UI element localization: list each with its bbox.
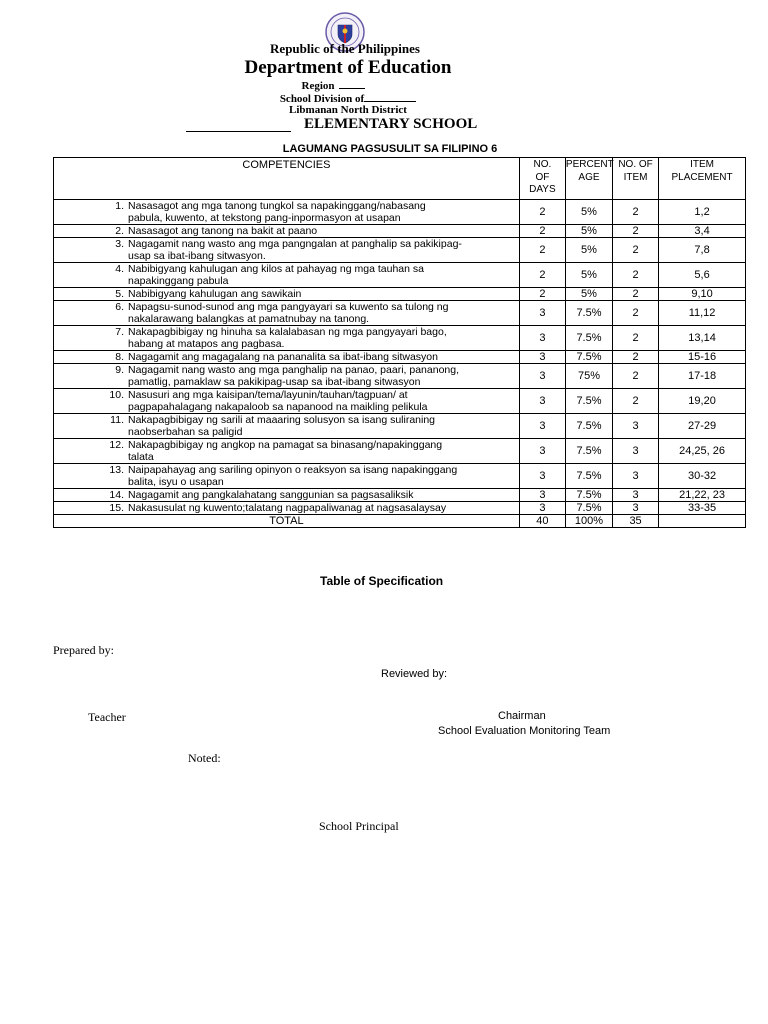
competency-line: Nagagamit ang pangkalahatang sanggunian sa pagsasaliksik (128, 489, 414, 501)
items-cell: 3 (613, 502, 659, 515)
days-cell: 3 (519, 502, 565, 515)
chairman-label: Chairman (498, 710, 546, 722)
competency-text (128, 351, 519, 363)
percent-cell: 7.5% (565, 389, 612, 414)
department-heading: Department of Education (244, 57, 452, 78)
competency-number: 3. (115, 238, 124, 250)
competency-text (128, 439, 519, 463)
competency-line: Nakasusulat ng kuwento;talatang nagpapaliwanag at nagsasalaysay (128, 502, 447, 514)
items-cell: 2 (613, 200, 659, 225)
col-days: NO. OF DAYS (519, 158, 565, 200)
district-line: Libmanan North District (289, 104, 407, 116)
competency-number: 10. (109, 389, 124, 401)
days-cell: 2 (519, 225, 565, 238)
total-days: 40 (519, 515, 565, 528)
percent-cell: 7.5% (565, 351, 612, 364)
competency-number: 8. (115, 351, 124, 363)
competency-number: 14. (109, 489, 124, 501)
competency-cell (54, 225, 520, 238)
competency-cell (54, 464, 520, 489)
percent-cell: 75% (565, 364, 612, 389)
table-header-row (54, 158, 746, 200)
table-row (54, 238, 746, 263)
competency-line: Nakapagbibigay ng sarili at maaaring solusyon sa isang suliraning (128, 414, 436, 426)
competency-number: 5. (115, 288, 124, 300)
percent-cell: 5% (565, 288, 612, 301)
teacher-label: Teacher (88, 710, 126, 724)
competency-number: 6. (115, 301, 124, 313)
total-label: TOTAL (54, 515, 520, 528)
monitoring-team-label: School Evaluation Monitoring Team (438, 725, 611, 737)
competency-number: 15. (109, 502, 124, 514)
col-percent: PERCENT AGE (565, 158, 612, 200)
competency-cell (54, 489, 520, 502)
table-row (54, 414, 746, 439)
table-caption: Table of Specification (320, 574, 444, 588)
competency-number: 2. (115, 225, 124, 237)
placement-cell: 15-16 (659, 351, 746, 364)
competency-line: naobserbahan sa paligid (128, 426, 243, 438)
competency-line: usap sa ibat-ibang sitwasyon. (128, 250, 266, 262)
competency-cell (54, 364, 520, 389)
placement-cell: 17-18 (659, 364, 746, 389)
table-body (54, 200, 746, 515)
percent-cell: 7.5% (565, 502, 612, 515)
placement-cell: 3,4 (659, 225, 746, 238)
days-cell: 3 (519, 464, 565, 489)
col-items: NO. OF ITEM (613, 158, 659, 200)
items-cell: 3 (613, 489, 659, 502)
competency-line: Napagsu-sunod-sunod ang mga pangyayari sa kuwento sa tulong ng (128, 301, 449, 313)
table-row (54, 301, 746, 326)
placement-cell: 5,6 (659, 263, 746, 288)
competency-text (128, 489, 519, 501)
days-cell: 3 (519, 489, 565, 502)
table-row (54, 489, 746, 502)
items-cell: 2 (613, 263, 659, 288)
competency-line: pabula, kuwento, at tekstong pang-inpormasyon at usapan (128, 212, 401, 224)
placement-cell: 21,22, 23 (659, 489, 746, 502)
competency-line: Nasasagot ang mga tanong tungkol sa napakinggang/nabasang (128, 200, 426, 212)
competency-line: Nagagamit nang wasto ang mga panghalip na panao, paari, pananong, (128, 364, 460, 376)
items-cell: 3 (613, 414, 659, 439)
items-cell: 2 (613, 351, 659, 364)
competency-text (128, 389, 519, 413)
days-cell: 3 (519, 414, 565, 439)
competency-cell (54, 200, 520, 225)
items-cell: 2 (613, 364, 659, 389)
competency-line: Naipapahayag ang sariling opinyon o reaksyon sa isang napakinggang (128, 464, 458, 476)
competency-line: balita, isyu o usapan (128, 476, 224, 488)
competency-cell (54, 301, 520, 326)
placement-cell: 30-32 (659, 464, 746, 489)
competency-text (128, 288, 519, 300)
competency-number: 11. (110, 414, 124, 426)
days-cell: 3 (519, 301, 565, 326)
table-row (54, 225, 746, 238)
competency-text (128, 301, 519, 325)
percent-cell: 5% (565, 238, 612, 263)
items-cell: 2 (613, 238, 659, 263)
competency-line: nakalarawang balangkas at pamatnubay na tanong. (128, 313, 370, 325)
competency-line: Nasusuri ang mga kaisipan/tema/layunin/tauhan/tagpuan/ at (128, 389, 408, 401)
items-cell: 3 (613, 439, 659, 464)
items-cell: 2 (613, 326, 659, 351)
percent-cell: 5% (565, 263, 612, 288)
table-row (54, 200, 746, 225)
competency-line: Nakapagbibigay ng angkop na pamagat sa binasang/napakinggang (128, 439, 443, 451)
competency-line: habang at matapos ang pagbasa. (128, 338, 285, 350)
competency-line: Nabibigyang kahulugan ang sawikain (128, 288, 302, 300)
items-cell: 3 (613, 464, 659, 489)
days-cell: 3 (519, 351, 565, 364)
items-cell: 2 (613, 288, 659, 301)
competency-text (128, 502, 519, 514)
competency-line: Nasasagot ang tanong na bakit at paano (128, 225, 318, 237)
region-label: Region (301, 80, 335, 92)
days-cell: 2 (519, 263, 565, 288)
competency-text (128, 238, 519, 262)
competency-text (128, 225, 519, 237)
competency-text (128, 263, 519, 287)
placement-cell: 13,14 (659, 326, 746, 351)
school-heading: ELEMENTARY SCHOOL (304, 116, 478, 132)
days-cell: 3 (519, 389, 565, 414)
competency-number: 1. (115, 200, 124, 212)
placement-cell: 7,8 (659, 238, 746, 263)
total-percent: 100% (565, 515, 612, 528)
principal-label: School Principal (319, 819, 399, 833)
table-row (54, 389, 746, 414)
competency-line: Nakapagbibigay ng hinuha sa kalalabasan ng mga pangyayari bago, (128, 326, 447, 338)
reviewed-by-label: Reviewed by: (381, 668, 448, 680)
competency-number: 7. (115, 326, 124, 338)
competency-text (128, 326, 519, 350)
region-blank (339, 79, 365, 89)
school-name-blank (186, 131, 291, 132)
table-row (54, 439, 746, 464)
days-cell: 2 (519, 200, 565, 225)
days-cell: 2 (519, 238, 565, 263)
table-row (54, 326, 746, 351)
percent-cell: 7.5% (565, 414, 612, 439)
competency-number: 9. (115, 364, 124, 376)
competency-cell (54, 439, 520, 464)
competency-text (128, 200, 519, 224)
table-title: LAGUMANG PAGSUSULIT SA FILIPINO 6 (282, 143, 498, 155)
table-row (54, 263, 746, 288)
percent-cell: 7.5% (565, 301, 612, 326)
col-competencies: COMPETENCIES (54, 158, 520, 200)
days-cell: 3 (519, 439, 565, 464)
republic-heading: Republic of the Philippines (270, 41, 420, 56)
region-line (0, 79, 666, 92)
competency-number: 12. (109, 439, 124, 451)
col-placement: ITEM PLACEMENT (659, 158, 746, 200)
total-row (54, 515, 746, 528)
competency-cell (54, 351, 520, 364)
division-blank (364, 92, 416, 102)
percent-cell: 7.5% (565, 489, 612, 502)
total-items: 35 (613, 515, 659, 528)
items-cell: 2 (613, 301, 659, 326)
percent-cell: 7.5% (565, 326, 612, 351)
table-row (54, 288, 746, 301)
competency-line: Nagagamit nang wasto ang mga pangngalan at panghalip sa pakikipag- (128, 238, 462, 250)
competency-number: 13. (109, 464, 124, 476)
competency-cell (54, 288, 520, 301)
table-row (54, 364, 746, 389)
competency-line: talata (128, 451, 154, 463)
percent-cell: 5% (565, 200, 612, 225)
days-cell: 2 (519, 288, 565, 301)
division-label: School Division of (279, 93, 365, 105)
total-placement (659, 515, 746, 528)
competency-cell (54, 326, 520, 351)
percent-cell: 7.5% (565, 464, 612, 489)
competency-cell (54, 414, 520, 439)
competency-cell (54, 389, 520, 414)
placement-cell: 11,12 (659, 301, 746, 326)
table-row (54, 502, 746, 515)
placement-cell: 27-29 (659, 414, 746, 439)
days-cell: 3 (519, 326, 565, 351)
placement-cell: 19,20 (659, 389, 746, 414)
placement-cell: 33-35 (659, 502, 746, 515)
competency-cell (54, 502, 520, 515)
placement-cell: 24,25, 26 (659, 439, 746, 464)
competency-text (128, 364, 519, 388)
percent-cell: 7.5% (565, 439, 612, 464)
noted-label: Noted: (188, 751, 221, 765)
competency-text (128, 464, 519, 488)
days-cell: 3 (519, 364, 565, 389)
competency-line: napakinggang pabula (128, 275, 229, 287)
competency-text (128, 414, 519, 438)
competency-number: 4. (115, 263, 124, 275)
competency-line: Nagagamit ang magagalang na pananalita sa ibat-ibang sitwasyon (128, 351, 438, 363)
placement-cell: 9,10 (659, 288, 746, 301)
percent-cell: 5% (565, 225, 612, 238)
table-row (54, 464, 746, 489)
table-row (54, 351, 746, 364)
competency-cell (54, 263, 520, 288)
items-cell: 2 (613, 389, 659, 414)
placement-cell: 1,2 (659, 200, 746, 225)
competency-cell (54, 238, 520, 263)
competency-line: Nabibigyang kahulugan ang kilos at pahayag ng mga tauhan sa (128, 263, 424, 275)
specification-table (53, 157, 746, 528)
competency-line: pamatlig, pamaklaw sa pakikipag-usap sa ibat-ibang sitwasyon (128, 376, 421, 388)
items-cell: 2 (613, 225, 659, 238)
competency-line: pagpapahalagang nakapaloob sa napanood na maikling pelikula (128, 401, 428, 413)
prepared-by-label: Prepared by: (53, 643, 114, 657)
